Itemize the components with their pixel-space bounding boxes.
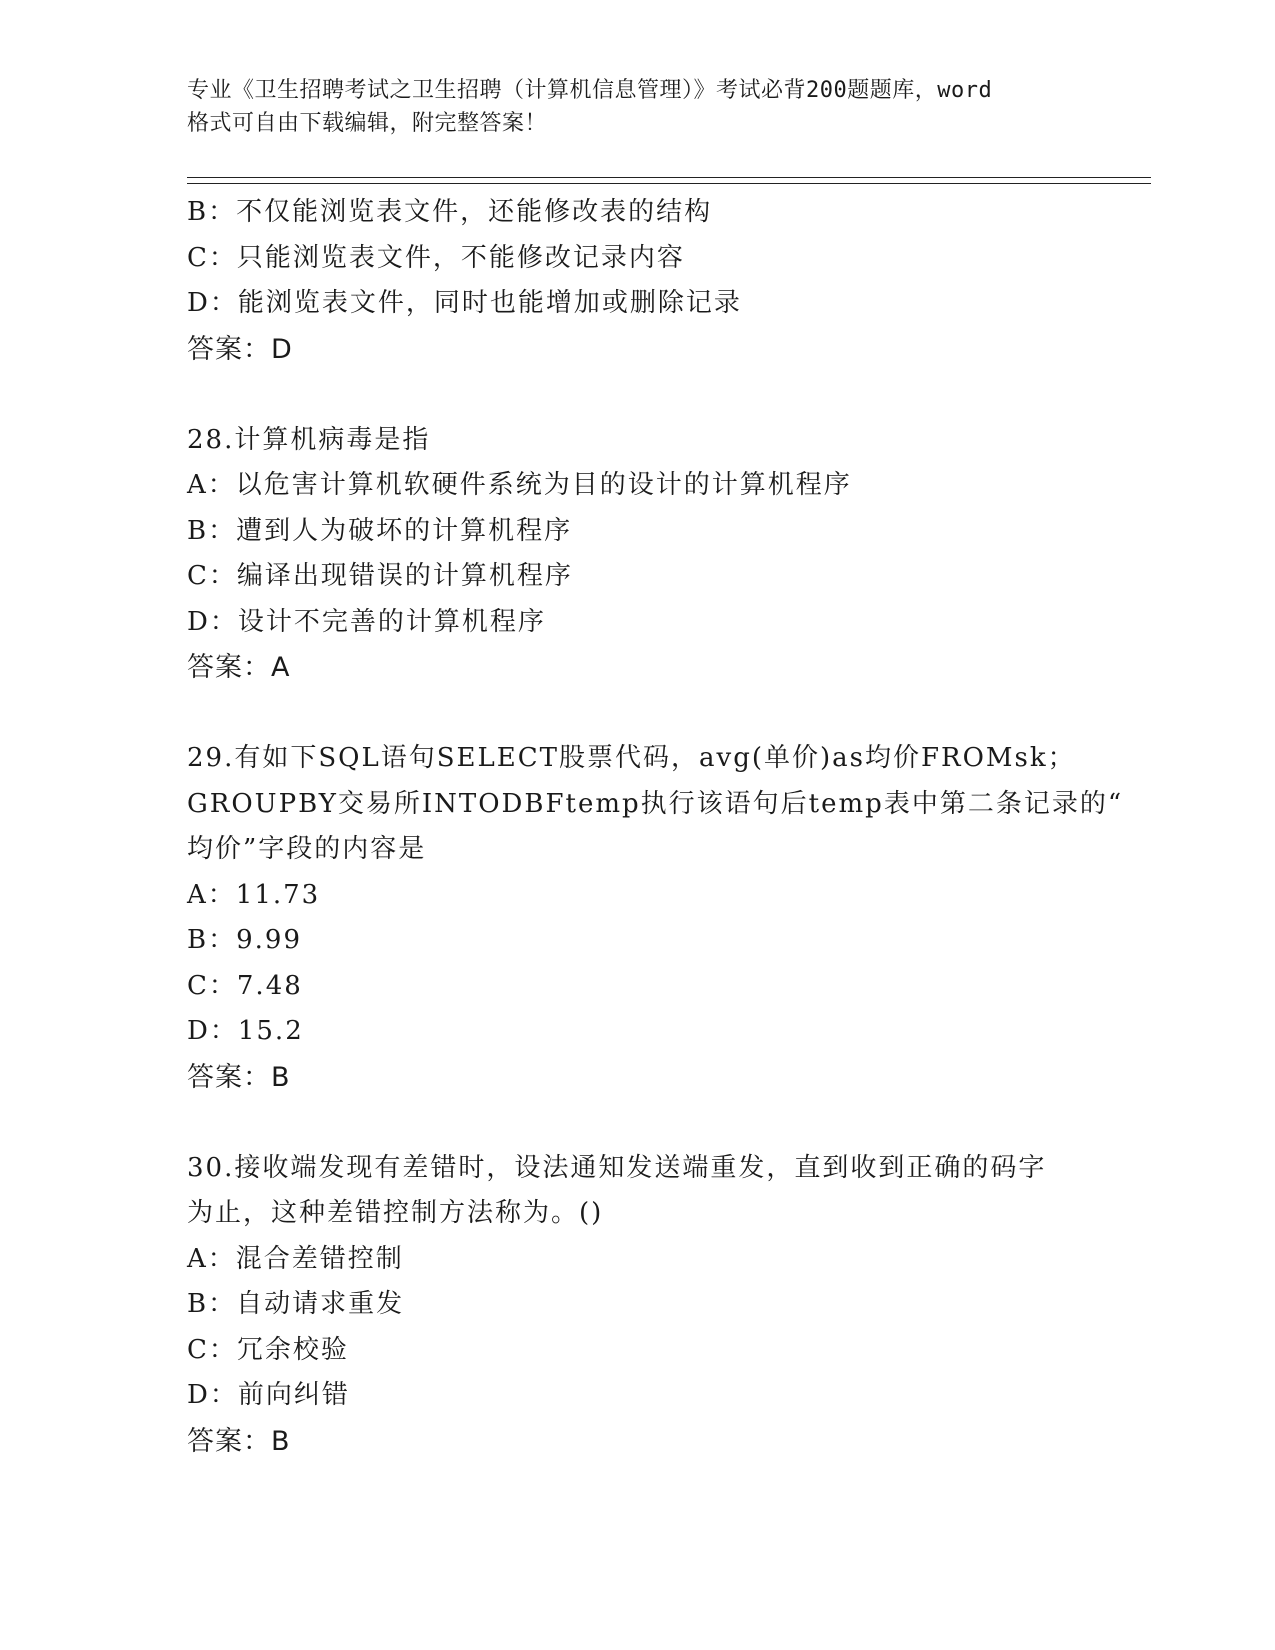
option-d: D：前向纠错: [187, 1380, 350, 1410]
header-divider-top: [187, 177, 1151, 178]
option-d: D：15.2: [187, 1016, 304, 1046]
question-28: [187, 418, 1087, 691]
spacer: [187, 372, 1087, 418]
question-stem: 30.接收端发现有差错时，设法通知发送端重发，直到收到正确的码字: [187, 1152, 1047, 1183]
question-27-tail: [187, 190, 1087, 372]
option-a: A：11.73: [187, 879, 321, 910]
answer: 答案：D: [187, 333, 293, 365]
header-line-1: 专业《卫生招聘考试之卫生招聘（计算机信息管理）》考试必背200题题库，word: [187, 78, 993, 103]
option-d: D：能浏览表文件，同时也能增加或删除记录: [187, 288, 742, 318]
spacer: [187, 1100, 1087, 1146]
header-divider-bottom: [187, 183, 1151, 184]
answer: 答案：B: [187, 1061, 291, 1093]
answer: 答案：A: [187, 652, 291, 683]
spacer: [187, 691, 1087, 737]
option-c: C：只能浏览表文件，不能修改记录内容: [187, 242, 685, 273]
question-list: [187, 190, 1124, 1464]
option-c: C：编译出现错误的计算机程序: [187, 561, 573, 591]
question-stem-continued: GROUPBY交易所INTODBFtemp执行该语句后temp表中第二条记录的“: [187, 788, 1124, 819]
option-a: A：以危害计算机软硬件系统为目的设计的计算机程序: [187, 470, 852, 500]
option-c: C：7.48: [187, 970, 303, 1001]
document-header: [187, 74, 1087, 140]
option-a: A：混合差错控制: [187, 1243, 404, 1274]
header-line-2: 格式可自由下载编辑，附完整答案！: [187, 111, 548, 136]
option-c: C：冗余校验: [187, 1334, 349, 1365]
question-stem-continued: 均价”字段的内容是: [187, 834, 427, 864]
option-d: D：设计不完善的计算机程序: [187, 606, 546, 637]
question-29: [187, 736, 1124, 1100]
answer: 答案：B: [187, 1425, 291, 1457]
question-30: [187, 1146, 1087, 1465]
question-stem: 29.有如下SQL语句SELECT股票代码，avg(单价)as均价FROMsk；: [187, 743, 1076, 773]
question-stem-continued: 为止，这种差错控制方法称为。(): [187, 1198, 604, 1228]
option-b: B：不仅能浏览表文件，还能修改表的结构: [187, 197, 713, 227]
question-stem: 28.计算机病毒是指: [187, 424, 431, 455]
option-b: B：9.99: [187, 925, 302, 955]
option-b: B：遭到人为破坏的计算机程序: [187, 515, 573, 546]
option-b: B：自动请求重发: [187, 1289, 405, 1319]
